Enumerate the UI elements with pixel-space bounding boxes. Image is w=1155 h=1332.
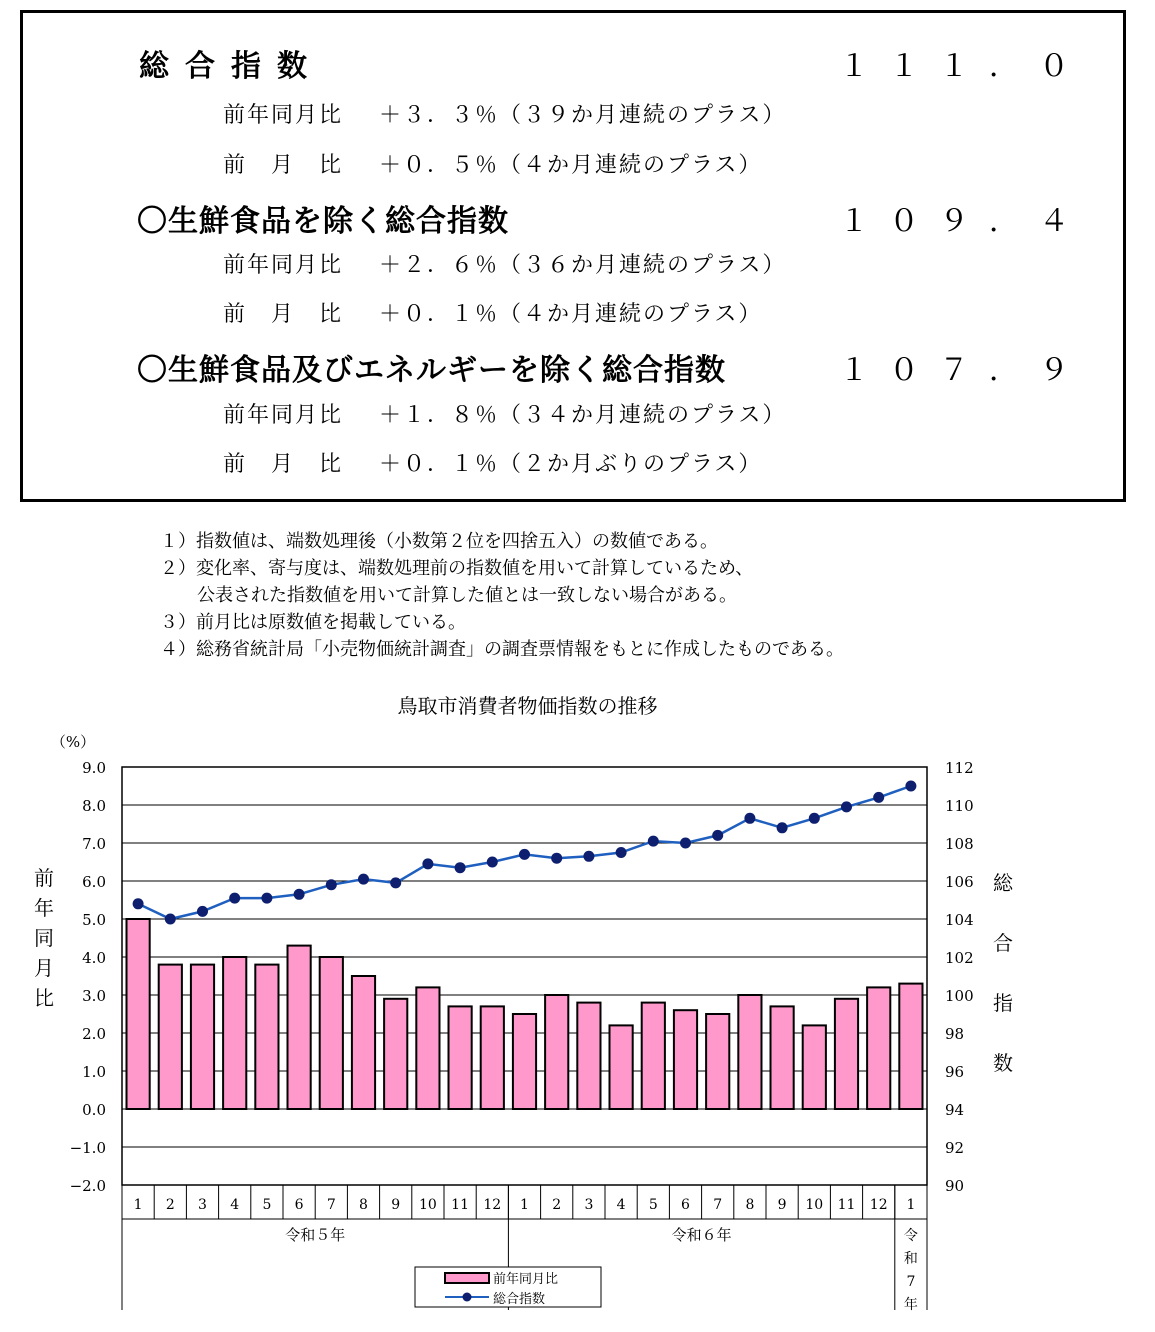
line-marker bbox=[744, 813, 755, 824]
x-tick-label: 11 bbox=[451, 1197, 470, 1213]
bar bbox=[577, 1003, 600, 1109]
line-marker bbox=[326, 879, 337, 890]
line-marker bbox=[261, 893, 272, 904]
x-tick-label: 9 bbox=[777, 1197, 787, 1213]
y2-tick-label: 110 bbox=[945, 797, 974, 815]
bar bbox=[127, 919, 150, 1109]
line-marker bbox=[229, 893, 240, 904]
year-label: 令和６年 bbox=[671, 1226, 732, 1244]
y2-tick-label: 104 bbox=[945, 911, 974, 929]
x-tick-label: 5 bbox=[262, 1197, 272, 1213]
x-tick-label: 11 bbox=[837, 1197, 856, 1213]
y-tick-label: −1.0 bbox=[69, 1139, 106, 1157]
legend-bar-swatch bbox=[445, 1273, 489, 1283]
line-marker bbox=[422, 858, 433, 869]
summary-subline bbox=[223, 248, 786, 279]
y-tick-label: 7.0 bbox=[82, 835, 106, 853]
y-axis-title-char: 年 bbox=[34, 896, 54, 920]
subline-text: ＋０．１％（２か月ぶりのプラス） bbox=[379, 452, 763, 477]
y2-tick-label: 96 bbox=[945, 1063, 965, 1081]
legend-marker-swatch bbox=[463, 1293, 472, 1302]
bar bbox=[771, 1006, 794, 1109]
y2-tick-label: 100 bbox=[945, 987, 974, 1005]
x-tick-label: 3 bbox=[198, 1197, 207, 1213]
bar bbox=[481, 1006, 504, 1109]
line-marker bbox=[777, 822, 788, 833]
y-tick-label: 4.0 bbox=[82, 949, 106, 967]
y2-tick-label: 92 bbox=[945, 1139, 965, 1157]
line-marker bbox=[358, 874, 369, 885]
x-tick-label: 9 bbox=[391, 1197, 401, 1213]
bar bbox=[545, 995, 568, 1109]
line-marker bbox=[551, 853, 562, 864]
summary-item-value: １０７．９ bbox=[839, 353, 1089, 388]
x-tick-label: 3 bbox=[584, 1197, 594, 1213]
subline-label: 前 月 比 bbox=[223, 302, 344, 327]
line-marker bbox=[648, 836, 659, 847]
bar bbox=[674, 1010, 697, 1109]
bar bbox=[320, 957, 343, 1109]
x-tick-label: 1 bbox=[520, 1197, 529, 1213]
bar bbox=[642, 1003, 665, 1109]
note: ２）変化率、寄与度は、端数処理前の指数値を用いて計算しているため、 bbox=[160, 558, 754, 579]
y2-tick-label: 90 bbox=[945, 1177, 965, 1195]
year-label: 和 bbox=[903, 1251, 918, 1267]
year-label: 7 bbox=[906, 1274, 916, 1290]
note: ４）総務省統計局「小売物価統計調査」の調査票情報をもとに作成したものである。 bbox=[160, 639, 844, 660]
legend-label: 前年同月比 bbox=[493, 1272, 559, 1287]
bar bbox=[610, 1025, 633, 1109]
x-tick-label: 2 bbox=[552, 1197, 562, 1213]
x-tick-label: 6 bbox=[681, 1197, 690, 1213]
subline-text: ＋０．１％（４か月連続のプラス） bbox=[379, 302, 763, 327]
summary-subline bbox=[223, 398, 786, 429]
legend-label: 総合指数 bbox=[493, 1292, 546, 1307]
subline-label: 前年同月比 bbox=[223, 403, 344, 428]
summary-item-label: 〇生鮮食品及びエネルギーを除く総合指数 bbox=[137, 353, 726, 388]
summary-item-label: 〇生鮮食品を除く総合指数 bbox=[137, 204, 509, 239]
summary-box bbox=[20, 10, 1126, 502]
x-tick-label: 12 bbox=[483, 1197, 502, 1213]
line-marker bbox=[905, 781, 916, 792]
x-tick-label: 8 bbox=[745, 1197, 755, 1213]
bar bbox=[835, 999, 858, 1109]
line-marker bbox=[809, 813, 820, 824]
y-tick-label: −2.0 bbox=[69, 1177, 106, 1195]
x-tick-label: 10 bbox=[805, 1197, 824, 1213]
x-tick-label: 10 bbox=[418, 1197, 437, 1213]
y-axis-title-char: 前 bbox=[34, 866, 54, 890]
note: １）指数値は、端数処理後（小数第２位を四捨五入）の数値である。 bbox=[160, 531, 718, 552]
note: 公表された指数値を用いて計算した値とは一致しない場合がある。 bbox=[197, 585, 737, 606]
y-tick-label: 9.0 bbox=[82, 759, 106, 777]
subline-text: ＋１．８％（３４か月連続のプラス） bbox=[379, 403, 787, 428]
line-marker bbox=[841, 801, 852, 812]
summary-subline bbox=[223, 148, 762, 179]
subline-label: 前年同月比 bbox=[223, 253, 344, 278]
cpi-chart bbox=[0, 720, 1155, 1320]
line-marker bbox=[873, 792, 884, 803]
bar bbox=[416, 987, 439, 1109]
x-tick-label: 6 bbox=[294, 1197, 304, 1213]
summary-item-value: １０９．４ bbox=[839, 204, 1089, 239]
line-marker bbox=[390, 877, 401, 888]
line-marker bbox=[519, 849, 530, 860]
y-tick-label: 8.0 bbox=[82, 797, 106, 815]
line-marker bbox=[487, 857, 498, 868]
y2-tick-label: 112 bbox=[945, 759, 974, 777]
y2-axis-title-char: 総 bbox=[993, 871, 1013, 895]
notes bbox=[160, 528, 844, 663]
line-marker bbox=[616, 847, 627, 858]
summary-item-label: 総合指数 bbox=[139, 49, 323, 84]
summary-subline bbox=[223, 447, 762, 478]
line-marker bbox=[165, 914, 176, 925]
y-tick-label: 0.0 bbox=[82, 1101, 106, 1119]
bar bbox=[513, 1014, 536, 1109]
y2-tick-label: 102 bbox=[945, 949, 974, 967]
year-label: 令 bbox=[903, 1228, 918, 1244]
bar bbox=[191, 965, 214, 1109]
x-tick-label: 8 bbox=[359, 1197, 368, 1213]
bar bbox=[352, 976, 375, 1109]
y2-axis-title-char: 合 bbox=[993, 931, 1013, 955]
x-tick-label: 7 bbox=[326, 1197, 336, 1213]
subline-label: 前 月 比 bbox=[223, 153, 344, 178]
x-tick-label: 12 bbox=[869, 1197, 888, 1213]
line-marker bbox=[197, 906, 208, 917]
x-tick-label: 5 bbox=[648, 1197, 658, 1213]
line-marker bbox=[583, 851, 594, 862]
y-axis-title-char: 同 bbox=[34, 926, 54, 950]
y-axis-title-char: 月 bbox=[34, 956, 54, 980]
summary-item-value: １１１．０ bbox=[839, 49, 1089, 84]
x-tick-label: 7 bbox=[713, 1197, 723, 1213]
line-marker bbox=[294, 889, 305, 900]
x-tick-label: 1 bbox=[906, 1197, 916, 1213]
summary-subline bbox=[223, 98, 786, 129]
x-tick-label: 1 bbox=[133, 1197, 143, 1213]
line-marker bbox=[712, 830, 723, 841]
subline-text: ＋３．３％（３９か月連続のプラス） bbox=[379, 103, 787, 128]
bar bbox=[255, 965, 278, 1109]
y-tick-label: 6.0 bbox=[82, 873, 106, 891]
y2-axis-title-char: 指 bbox=[993, 991, 1013, 1015]
year-label: 令和５年 bbox=[285, 1226, 346, 1244]
y2-tick-label: 94 bbox=[945, 1101, 965, 1119]
chart-title: 鳥取市消費者物価指数の推移 bbox=[397, 694, 658, 718]
y-tick-label: 1.0 bbox=[82, 1063, 106, 1081]
y2-axis-title-char: 数 bbox=[993, 1051, 1013, 1075]
x-tick-label: 2 bbox=[165, 1197, 175, 1213]
bar bbox=[706, 1014, 729, 1109]
subline-label: 前年同月比 bbox=[223, 103, 344, 128]
bar bbox=[159, 965, 182, 1109]
line-marker bbox=[455, 862, 466, 873]
y-tick-label: 3.0 bbox=[82, 987, 106, 1005]
note: ３）前月比は原数値を掲載している。 bbox=[160, 612, 466, 633]
year-label: 年 bbox=[903, 1297, 918, 1313]
bar bbox=[288, 946, 311, 1109]
y2-tick-label: 108 bbox=[945, 835, 974, 853]
summary-subline bbox=[223, 297, 762, 328]
bar bbox=[803, 1025, 826, 1109]
line-marker bbox=[133, 898, 144, 909]
y-tick-label: 5.0 bbox=[82, 911, 106, 929]
y-unit-label: （%） bbox=[50, 733, 96, 751]
subline-text: ＋２．６％（３６か月連続のプラス） bbox=[379, 253, 787, 278]
bar bbox=[384, 999, 407, 1109]
y2-tick-label: 98 bbox=[945, 1025, 965, 1043]
bar bbox=[899, 984, 922, 1109]
y2-tick-label: 106 bbox=[945, 873, 974, 891]
bar bbox=[867, 987, 890, 1109]
x-tick-label: 4 bbox=[230, 1197, 240, 1213]
x-tick-label: 4 bbox=[616, 1197, 626, 1213]
bar bbox=[738, 995, 761, 1109]
bar bbox=[223, 957, 246, 1109]
y-tick-label: 2.0 bbox=[82, 1025, 106, 1043]
bar bbox=[449, 1006, 472, 1109]
line-marker bbox=[680, 838, 691, 849]
y-axis-title-char: 比 bbox=[34, 986, 54, 1010]
subline-text: ＋０．５％（４か月連続のプラス） bbox=[379, 153, 763, 178]
subline-label: 前 月 比 bbox=[223, 452, 344, 477]
